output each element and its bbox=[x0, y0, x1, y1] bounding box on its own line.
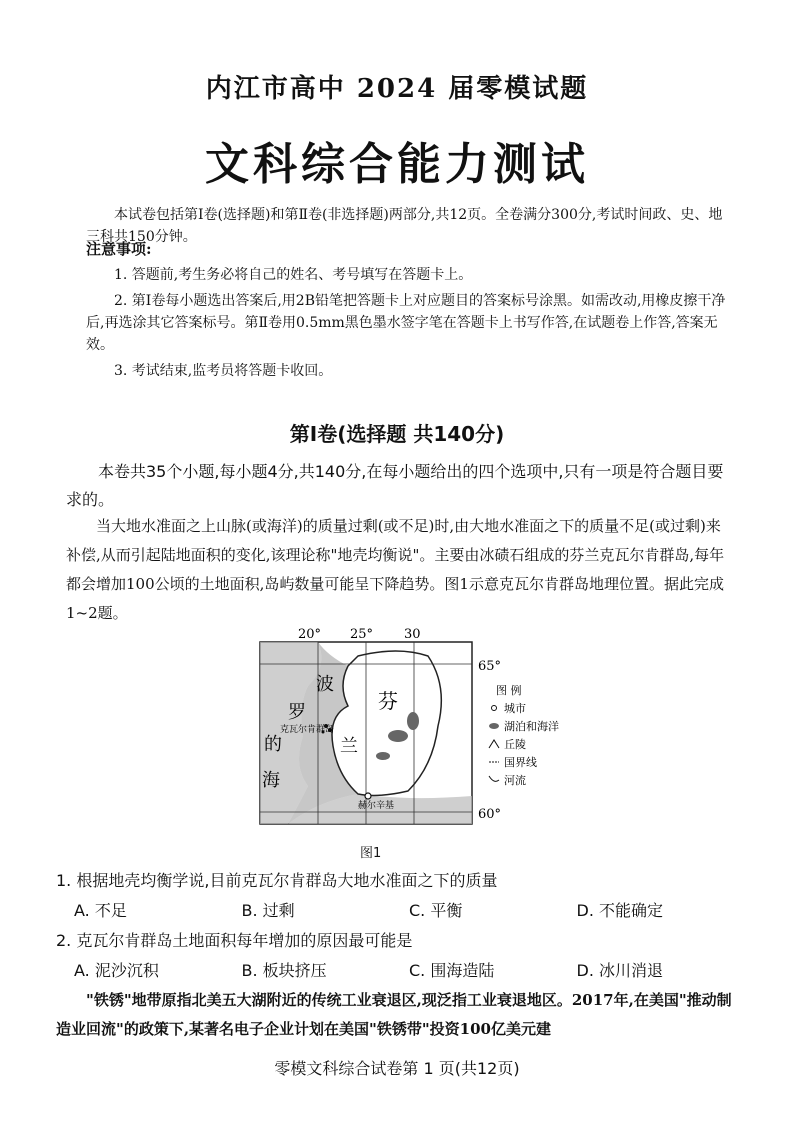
lat-label-60: 60° bbox=[478, 807, 502, 822]
lat-label-65: 65° bbox=[478, 659, 502, 674]
legend-hill-icon bbox=[489, 740, 499, 748]
notice-item-2: 2. 第Ⅰ卷每小题选出答案后,用2B铅笔把答题卡上对应题目的答案标号涂黑。如需改动,用橡皮擦干净后,再选涂其它答案标号。第Ⅱ卷用0.5mm黑色墨水签字笔在答题卡上书写作答,在试题卷上作答,答案无效。 bbox=[86, 293, 726, 353]
q2-option-a: A. 泥沙沉积 bbox=[74, 961, 159, 980]
lake-3 bbox=[376, 752, 390, 760]
map-figure bbox=[258, 626, 578, 856]
map-label-fen: 芬 bbox=[378, 689, 398, 713]
q1-option-b: B. 过剩 bbox=[241, 901, 295, 920]
legend-city: 城市 bbox=[504, 702, 526, 715]
question-2-options bbox=[74, 958, 744, 981]
exam-subtitle: 文科综合能力测试 bbox=[205, 139, 589, 190]
lon-label-20: 20° bbox=[298, 627, 322, 642]
exam-intro: 本试卷包括第Ⅰ卷(选择题)和第Ⅱ卷(非选择题)两部分,共12页。全卷满分300分,考试时间政、史、地三科共150分钟。 bbox=[86, 207, 723, 245]
question-2-stem: 2. 克瓦尔肯群岛土地面积每年增加的原因最可能是 bbox=[56, 931, 413, 950]
q1-option-d: D. 不能确定 bbox=[576, 901, 663, 920]
city-helsinki bbox=[365, 793, 371, 799]
map-label-bo: 波 bbox=[316, 674, 334, 695]
notice-heading: 注意事项: bbox=[86, 240, 152, 258]
section-intro: 本卷共35个小题,每小题4分,共140分,在每小题给出的四个选项中,只有一项是符合题目要求的。 bbox=[66, 462, 724, 509]
lake-1 bbox=[388, 730, 408, 742]
q2-option-d: D. 冰川消退 bbox=[576, 961, 663, 980]
map-label-hai: 海 bbox=[262, 770, 280, 791]
q1-option-a: A. 不足 bbox=[74, 901, 127, 920]
legend-title: 图 例 bbox=[496, 684, 522, 697]
lake-2 bbox=[407, 712, 419, 730]
passage-rust-belt: "铁锈"地带原指北美五大湖附近的传统工业衰退区,现泛指工业衰退地区。2017年,在美国"推动制造业回流"的政策下,某著名电子企业计划在美国"铁锈带"投资100亿美元建 bbox=[56, 991, 732, 1038]
page-footer: 零模文科综合试卷第 1 页(共12页) bbox=[274, 1059, 520, 1078]
notice-item-1: 1. 答题前,考生务必将自己的姓名、考号填写在答题卡上。 bbox=[114, 267, 473, 283]
lon-label-30: 30 bbox=[404, 627, 421, 642]
map-caption: 图1 bbox=[360, 846, 382, 861]
question-1-stem: 1. 根据地壳均衡学说,目前克瓦尔肯群岛大地水准面之下的质量 bbox=[56, 871, 498, 890]
question-1-options bbox=[74, 898, 744, 921]
legend-border: 国界线 bbox=[504, 756, 537, 769]
notice-item-3: 3. 考试结束,监考员将答题卡收回。 bbox=[114, 363, 333, 379]
q2-option-c: C. 围海造陆 bbox=[409, 961, 495, 980]
legend-river-icon bbox=[489, 776, 499, 781]
map-svg bbox=[258, 626, 578, 856]
section-title: 第Ⅰ卷(选择题 共140分) bbox=[289, 422, 505, 446]
map-label-islands: 克瓦尔肯群岛 bbox=[280, 725, 335, 735]
legend-lake: 湖泊和海洋 bbox=[504, 720, 559, 733]
passage-isostasy: 当大地水准面之上山脉(或海洋)的质量过剩(或不足)时,由大地水准面之下的质量不足(或过剩)来补偿,从而引起陆地面积的变化,该理论称"地壳均衡说"。主要由冰碛石组成的芬兰克瓦尔肯群岛,每年都会增加100公顷的土地面积,岛屿数量可能呈下降趋势。图1示意克瓦尔肯群岛地理位置。据此完成1~2题。 bbox=[66, 517, 725, 622]
map-label-city: 赫尔辛基 bbox=[358, 801, 395, 811]
legend-lake-icon bbox=[489, 723, 499, 729]
legend-hill: 丘陵 bbox=[504, 738, 526, 751]
legend-river: 河流 bbox=[504, 774, 526, 787]
map-label-lan: 兰 bbox=[340, 736, 358, 757]
q1-option-c: C. 平衡 bbox=[409, 901, 463, 920]
legend-city-icon bbox=[492, 706, 497, 711]
exam-title: 内江市高中 2024 届零模试题 bbox=[205, 74, 589, 104]
map-label-de: 的 bbox=[264, 734, 282, 755]
map-label-luo: 罗 bbox=[288, 702, 306, 723]
q2-option-b: B. 板块挤压 bbox=[241, 961, 327, 980]
lon-label-25: 25° bbox=[350, 627, 374, 642]
